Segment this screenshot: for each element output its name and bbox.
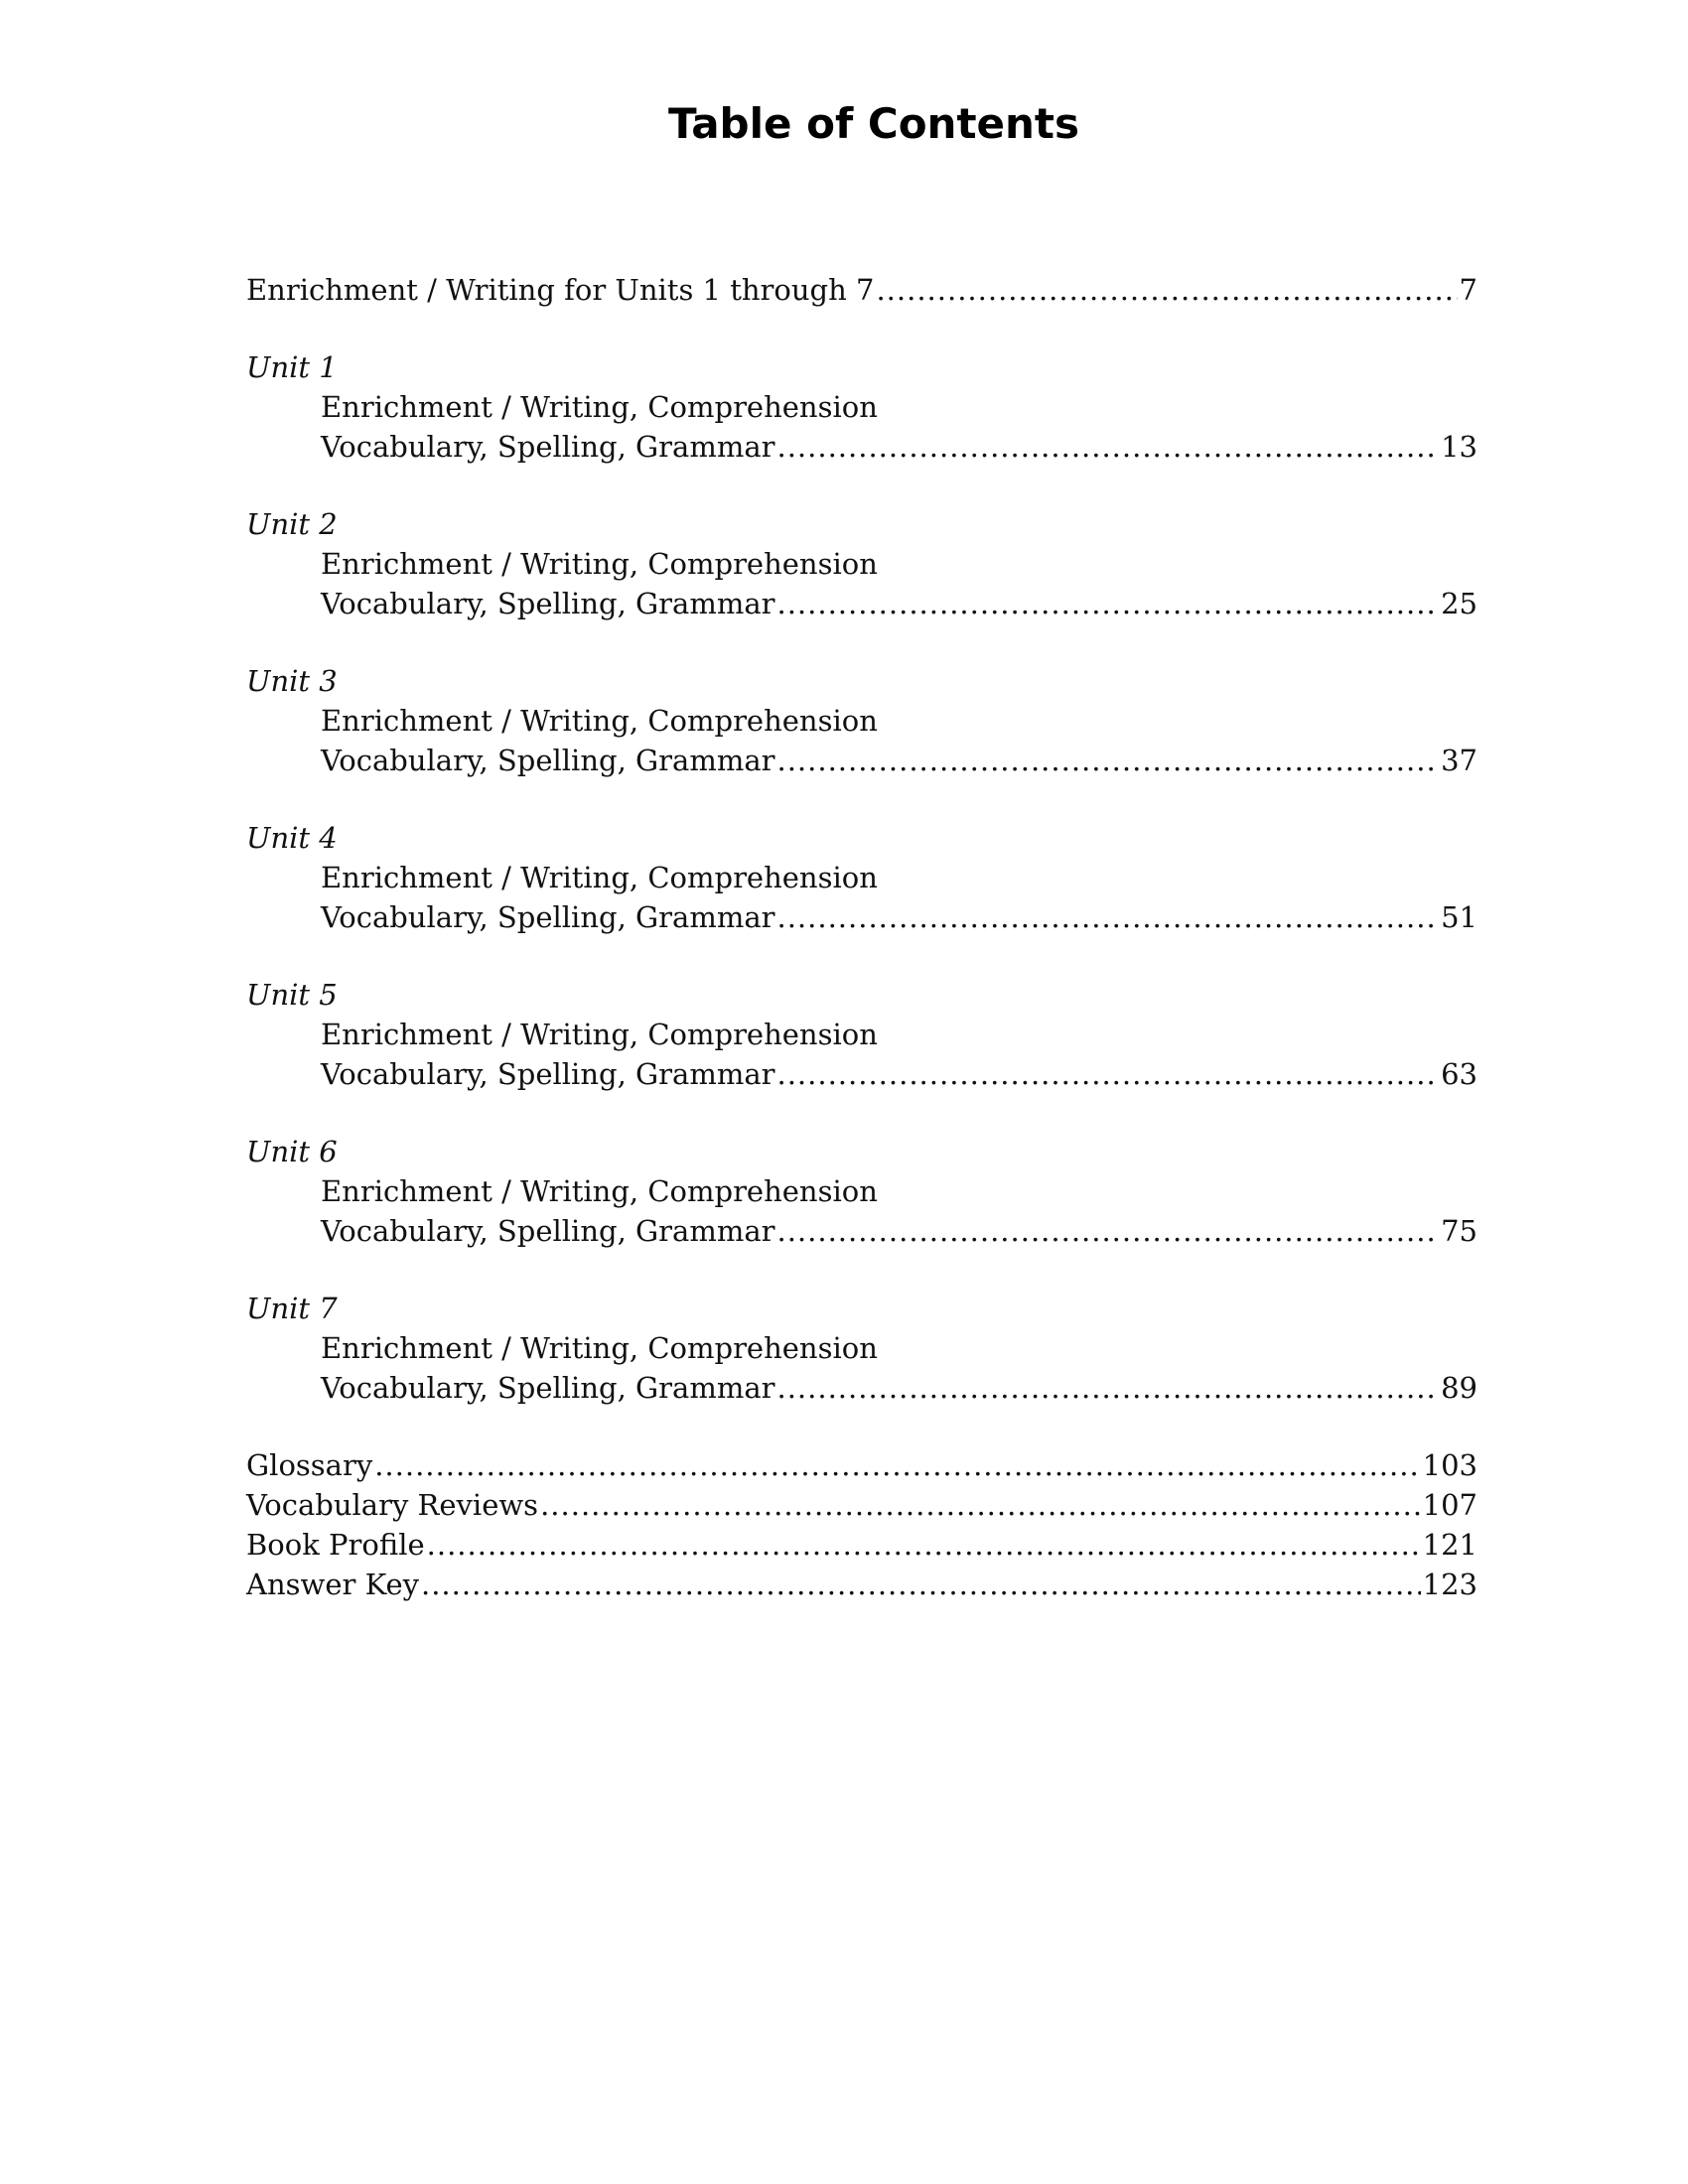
toc-entry-label: Vocabulary, Spelling, Grammar [321, 1214, 775, 1248]
unit-line-1: Enrichment / Writing, Comprehension [321, 861, 878, 894]
dot-leader [776, 584, 1439, 623]
toc-entry-label: Vocabulary, Spelling, Grammar [321, 430, 775, 464]
unit-line-1: Enrichment / Writing, Comprehension [321, 1331, 878, 1365]
toc-entry-book-profile [246, 1525, 1477, 1565]
dot-leader [876, 270, 1457, 310]
unit-2-block [246, 504, 1477, 623]
unit-line-2 [246, 1368, 1477, 1408]
toc-entry-label: Book Profile [246, 1528, 425, 1562]
toc-page-number: 75 [1441, 1214, 1477, 1248]
toc-page-number: 37 [1441, 744, 1477, 777]
unit-line-1: Enrichment / Writing, Comprehension [321, 1174, 878, 1208]
toc-entry-label: Vocabulary, Spelling, Grammar [321, 587, 775, 620]
toc-page-number: 89 [1441, 1371, 1477, 1405]
unit-6-block [246, 1132, 1477, 1251]
dot-leader [776, 1054, 1439, 1094]
toc-page-number: 123 [1422, 1568, 1477, 1601]
toc-entry-label: Vocabulary, Spelling, Grammar [321, 1371, 775, 1405]
unit-line-1: Enrichment / Writing, Comprehension [321, 390, 878, 424]
unit-4-block [246, 818, 1477, 937]
toc-entry-label: Answer Key [246, 1568, 419, 1601]
unit-line-2 [246, 897, 1477, 937]
toc-entry-label: Vocabulary Reviews [246, 1488, 539, 1522]
unit-line-1: Enrichment / Writing, Comprehension [321, 1018, 878, 1051]
toc-entry-label: Vocabulary, Spelling, Grammar [321, 744, 775, 777]
dot-leader [540, 1485, 1421, 1525]
toc-entry-label: Vocabulary, Spelling, Grammar [321, 900, 775, 934]
toc-entry-answer-key [246, 1565, 1477, 1604]
unit-line-1: Enrichment / Writing, Comprehension [321, 704, 878, 738]
unit-title: Unit 3 [246, 664, 338, 698]
unit-5-block [246, 975, 1477, 1094]
dot-leader [427, 1525, 1421, 1565]
unit-7-block [246, 1289, 1477, 1408]
dot-leader [421, 1565, 1421, 1604]
toc-page-number: 25 [1441, 587, 1477, 620]
unit-1-block [246, 347, 1477, 467]
toc-entry-vocabulary-reviews [246, 1485, 1477, 1525]
back-matter [246, 1445, 1477, 1604]
unit-line-2 [246, 1211, 1477, 1251]
unit-line-2 [246, 427, 1477, 467]
toc-page-number: 63 [1441, 1057, 1477, 1091]
unit-title: Unit 4 [246, 821, 338, 855]
toc-entry-glossary [246, 1445, 1477, 1485]
unit-title: Unit 5 [246, 978, 338, 1012]
unit-line-2 [246, 584, 1477, 623]
dot-leader [776, 1368, 1439, 1408]
toc-page-number: 13 [1441, 430, 1477, 464]
table-of-contents [246, 270, 1477, 1604]
dot-leader [776, 741, 1439, 780]
page-title: Table of Contents [667, 99, 1079, 148]
dot-leader [776, 1211, 1439, 1251]
toc-entry-intro [246, 270, 1477, 310]
toc-entry-label: Vocabulary, Spelling, Grammar [321, 1057, 775, 1091]
unit-title: Unit 7 [246, 1292, 338, 1325]
dot-leader [374, 1445, 1420, 1485]
dot-leader [776, 427, 1439, 467]
toc-page-number: 107 [1422, 1488, 1477, 1522]
toc-page-number: 51 [1441, 900, 1477, 934]
unit-line-2 [246, 741, 1477, 780]
unit-3-block [246, 661, 1477, 780]
toc-page-number: 7 [1459, 273, 1477, 307]
unit-title: Unit 6 [246, 1135, 338, 1168]
toc-entry-label: Enrichment / Writing for Units 1 through 7 [246, 273, 875, 307]
toc-page-number: 103 [1422, 1448, 1477, 1482]
unit-title: Unit 1 [246, 350, 338, 384]
unit-line-2 [246, 1054, 1477, 1094]
toc-page-number: 121 [1422, 1528, 1477, 1562]
unit-line-1: Enrichment / Writing, Comprehension [321, 547, 878, 581]
toc-entry-label: Glossary [246, 1448, 373, 1482]
unit-title: Unit 2 [246, 507, 338, 541]
dot-leader [776, 897, 1439, 937]
